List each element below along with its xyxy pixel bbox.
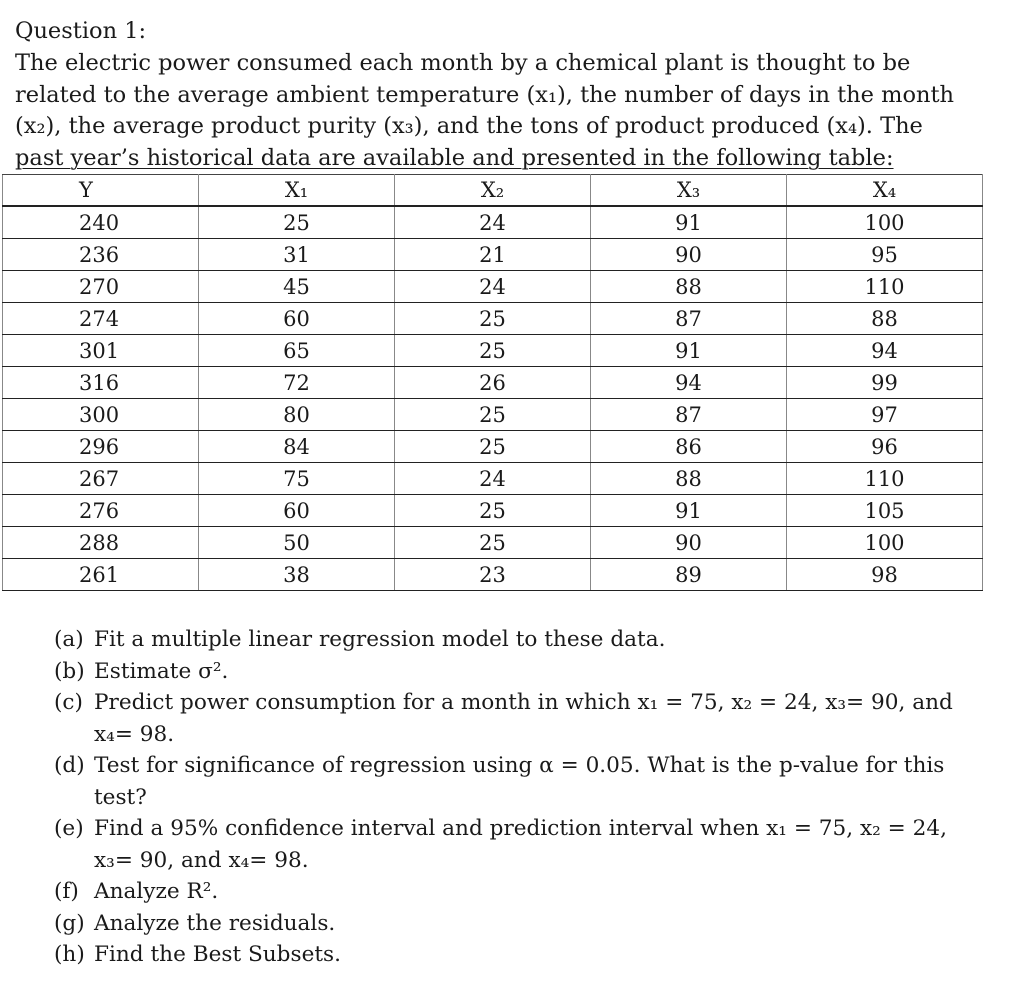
question-item	[54, 813, 984, 876]
question-text: Estimate σ².	[94, 658, 229, 684]
table-cell: 267	[3, 463, 199, 495]
table-cell: 316	[3, 367, 199, 399]
table-cell: 24	[395, 271, 591, 303]
question-text: Fit a multiple linear regression model to these data.	[94, 627, 666, 652]
question-item	[54, 687, 984, 750]
table-cell: 25	[395, 335, 591, 367]
column-header-x1: X₁	[199, 175, 395, 207]
table-cell: 38	[199, 559, 395, 591]
column-header-x2: X₂	[395, 175, 591, 207]
table-row	[3, 335, 983, 367]
table-row	[3, 463, 983, 495]
column-header-x4: X₄	[787, 175, 983, 207]
question-text: Find the Best Subsets.	[94, 942, 341, 967]
column-header-x3: X₃	[591, 175, 787, 207]
table-cell: 24	[395, 206, 591, 239]
table-cell: 301	[3, 335, 199, 367]
question-item	[54, 939, 984, 971]
table-cell: 23	[395, 559, 591, 591]
table-cell: 72	[199, 367, 395, 399]
table-cell: 270	[3, 271, 199, 303]
question-label: (b)	[54, 658, 85, 684]
question-heading: Question 1:	[15, 18, 147, 44]
table-row	[3, 206, 983, 239]
intro-line: past year’s historical data are available and presented in the following table:	[15, 145, 894, 172]
table-cell: 88	[787, 303, 983, 335]
table-cell: 24	[395, 463, 591, 495]
table-cell: 236	[3, 239, 199, 271]
table-cell: 25	[395, 399, 591, 431]
question-text: Find a 95% confidence interval and prediction interval when x₁ = 75, x₂ = 24,	[94, 816, 947, 841]
table-cell: 95	[787, 239, 983, 271]
table-cell: 88	[591, 463, 787, 495]
question-text: Analyze the residuals.	[94, 910, 336, 936]
table-cell: 90	[591, 527, 787, 559]
table-row	[3, 239, 983, 271]
table-body	[3, 206, 983, 591]
table-cell: 25	[395, 495, 591, 527]
table-cell: 91	[591, 206, 787, 239]
table-row	[3, 303, 983, 335]
table-row	[3, 271, 983, 303]
intro-line: (x₂), the average product purity (x₃), and the tons of product produced (x₄). The	[15, 113, 923, 140]
question-item	[54, 908, 984, 940]
intro-line: related to the average ambient temperature (x₁), the number of days in the month	[15, 81, 955, 108]
question-label: (g)	[54, 910, 85, 936]
data-table	[2, 174, 983, 591]
question-label: (h)	[54, 942, 85, 967]
table-cell: 99	[787, 367, 983, 399]
table-cell: 261	[3, 559, 199, 591]
question-label: (f)	[54, 879, 79, 904]
question-text: Predict power consumption for a month in which x₁ = 75, x₂ = 24, x₃= 90, and	[94, 690, 953, 715]
table-cell: 84	[199, 431, 395, 463]
table-cell: 31	[199, 239, 395, 271]
table-row	[3, 399, 983, 431]
table-cell: 105	[787, 495, 983, 527]
table-cell: 60	[199, 495, 395, 527]
question-text: test?	[94, 784, 147, 810]
table-header-row	[3, 175, 983, 207]
table-cell: 110	[787, 463, 983, 495]
table-cell: 25	[199, 206, 395, 239]
question-label: (d)	[54, 753, 85, 778]
table-cell: 87	[591, 303, 787, 335]
question-text: Analyze R².	[94, 879, 219, 904]
table-cell: 87	[591, 399, 787, 431]
table-cell: 89	[591, 559, 787, 591]
table-cell: 25	[395, 527, 591, 559]
table-cell: 26	[395, 367, 591, 399]
table-cell: 45	[199, 271, 395, 303]
question-intro	[15, 16, 1005, 175]
table-cell: 94	[591, 367, 787, 399]
table-cell: 25	[395, 431, 591, 463]
table-cell: 75	[199, 463, 395, 495]
table-cell: 96	[787, 431, 983, 463]
table-cell: 91	[591, 335, 787, 367]
question-item	[54, 656, 984, 688]
question-label: (e)	[54, 816, 84, 841]
table-row	[3, 559, 983, 591]
question-label: (c)	[54, 690, 83, 715]
question-label: (a)	[54, 627, 84, 652]
table-row	[3, 527, 983, 559]
question-item	[54, 876, 984, 908]
table-cell: 100	[787, 527, 983, 559]
table-cell: 21	[395, 239, 591, 271]
table-cell: 300	[3, 399, 199, 431]
table-cell: 100	[787, 206, 983, 239]
table-cell: 60	[199, 303, 395, 335]
column-header-y: Y	[3, 175, 199, 207]
table-cell: 98	[787, 559, 983, 591]
table-cell: 25	[395, 303, 591, 335]
table-cell: 288	[3, 527, 199, 559]
question-list	[54, 624, 984, 971]
table-cell: 97	[787, 399, 983, 431]
table-cell: 65	[199, 335, 395, 367]
table-cell: 90	[591, 239, 787, 271]
table-cell: 86	[591, 431, 787, 463]
table-cell: 94	[787, 335, 983, 367]
table-cell: 276	[3, 495, 199, 527]
table-cell: 80	[199, 399, 395, 431]
question-text: x₃= 90, and x₄= 98.	[94, 847, 309, 873]
table-cell: 240	[3, 206, 199, 239]
table-cell: 91	[591, 495, 787, 527]
question-item	[54, 624, 984, 656]
table-row	[3, 495, 983, 527]
table-cell: 88	[591, 271, 787, 303]
table-cell: 50	[199, 527, 395, 559]
table-cell: 274	[3, 303, 199, 335]
question-item	[54, 750, 984, 813]
intro-line: The electric power consumed each month by a chemical plant is thought to be	[15, 49, 911, 76]
question-text: Test for significance of regression using α = 0.05. What is the p-value for this	[94, 753, 945, 778]
table-cell: 110	[787, 271, 983, 303]
table-cell: 296	[3, 431, 199, 463]
question-text: x₄= 98.	[94, 721, 175, 747]
table-row	[3, 367, 983, 399]
table-row	[3, 431, 983, 463]
